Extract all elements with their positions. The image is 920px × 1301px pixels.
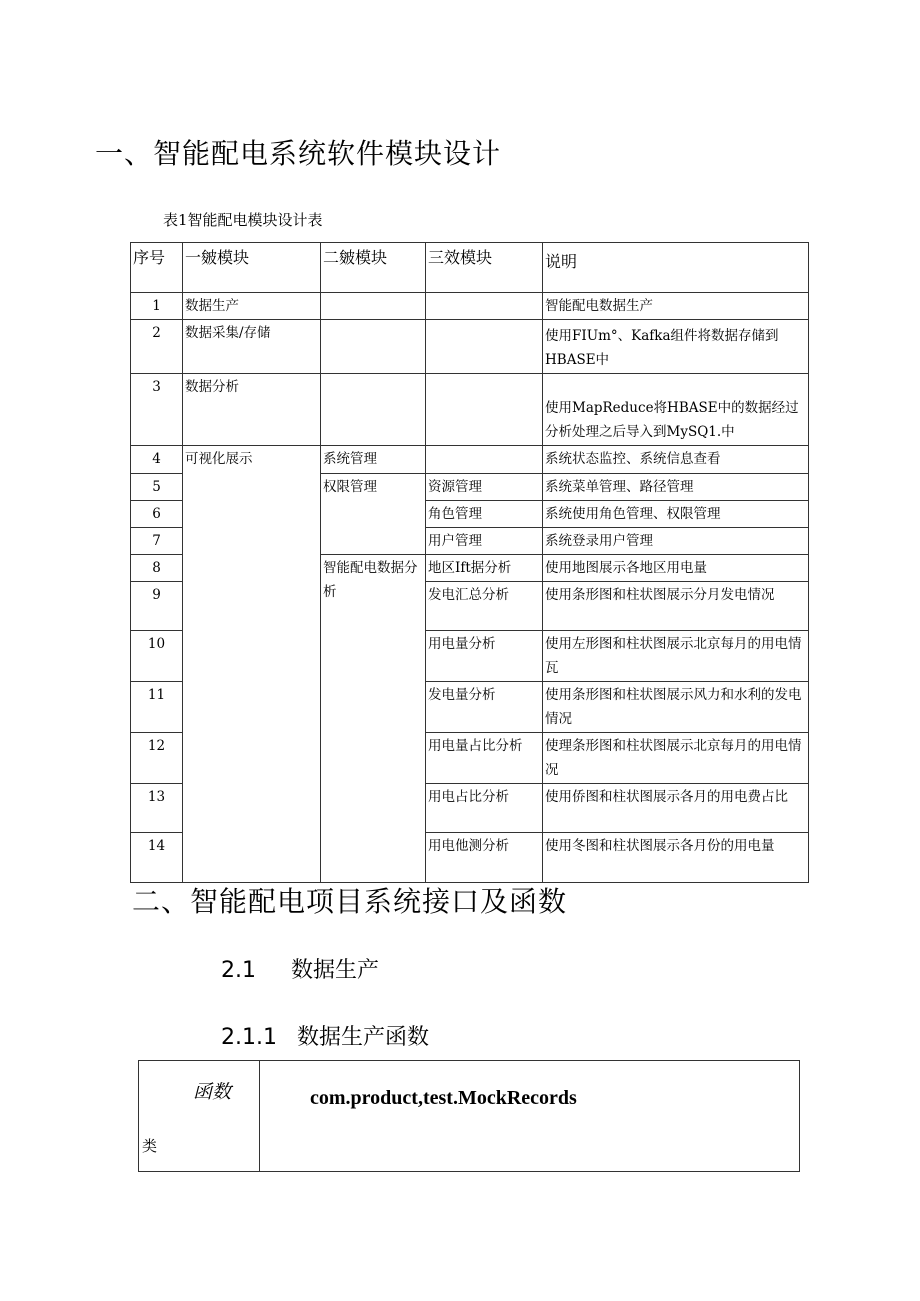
- subsection-title: 数据生产函数: [297, 1025, 430, 1050]
- header-level2: 二皴模块: [321, 243, 426, 293]
- row-level3: 发电量分析: [426, 682, 543, 733]
- row-level3: 地区Ift据分析: [426, 555, 543, 582]
- row-desc: 系统使用角色管理、权限管理: [543, 501, 809, 528]
- row-level2: [321, 293, 426, 320]
- row-desc: 系统菜单管理、路径管理: [543, 474, 809, 501]
- row-level2: [321, 320, 426, 374]
- row-desc: 使用FIUm°、Kafka组件将数据存储到HBASE中: [543, 320, 809, 374]
- row-level3: [426, 320, 543, 374]
- header-level3: 三效模块: [426, 243, 543, 293]
- subsection-number: 2.1: [221, 958, 256, 983]
- row-no: 4: [131, 446, 183, 474]
- row-no: 8: [131, 555, 183, 582]
- row-desc: 使用侨图和柱状图展示各月的用电费占比: [543, 784, 809, 833]
- row-level1: 可视化展示: [183, 446, 321, 883]
- row-level2: 智能配电数据分析: [321, 555, 426, 883]
- section1-title: 一、智能配电系统软件模块设计: [95, 137, 502, 170]
- row-desc: 使用MapReduce将HBASE中的数据经过分析处理之后导入到MySQ1.中: [543, 374, 809, 446]
- row-level2: 系统管理: [321, 446, 426, 474]
- row-desc: 使用冬图和柱状图展示各月份的用电量: [543, 833, 809, 883]
- row-level2: [321, 374, 426, 446]
- row-no: 7: [131, 528, 183, 555]
- row-desc: 使用条形图和柱状图展示分月发电情况: [543, 582, 809, 631]
- row-level3: [426, 293, 543, 320]
- section2-title: 二、智能配电项目系统接口及函数: [132, 885, 568, 918]
- table1-caption: 表1智能配电模块设计表: [163, 211, 323, 229]
- header-level1: 一皴模块: [183, 243, 321, 293]
- function-label: 函数: [193, 1081, 232, 1103]
- row-desc: 系统状态监控、系统信息查看: [543, 446, 809, 474]
- row-desc: 使用左形图和柱状图展示北京每月的用电情瓦: [543, 631, 809, 682]
- row-level3: 用电量占比分析: [426, 733, 543, 784]
- row-level3: 用户管理: [426, 528, 543, 555]
- row-level2: 权限管理: [321, 474, 426, 555]
- row-level1: 数据生产: [183, 293, 321, 320]
- function-value-cell: [260, 1061, 800, 1172]
- row-level3: 角色管理: [426, 501, 543, 528]
- table-row: [131, 446, 809, 474]
- function-label-suffix: 类: [142, 1137, 158, 1155]
- function-class-name: com.product,test.MockRecords: [310, 1087, 577, 1109]
- row-no: 10: [131, 631, 183, 682]
- header-desc: 说明: [543, 243, 809, 293]
- function-label-cell: [139, 1061, 260, 1172]
- row-no: 11: [131, 682, 183, 733]
- subsection-2-1: [221, 953, 379, 984]
- function-table: [138, 1060, 800, 1172]
- row-level1: 数据分析: [183, 374, 321, 446]
- row-no: 9: [131, 582, 183, 631]
- header-no: 序号: [131, 243, 183, 293]
- row-level3: 用电他测分析: [426, 833, 543, 883]
- table-row: [131, 320, 809, 374]
- row-desc: 使理条形图和柱状图展示北京每月的用电情况: [543, 733, 809, 784]
- row-level3: [426, 374, 543, 446]
- subsection-number: 2.1.1: [221, 1025, 277, 1050]
- subsection-title: 数据生产: [291, 958, 380, 983]
- table-row: [131, 293, 809, 320]
- row-no: 14: [131, 833, 183, 883]
- row-level1: 数据采集/存储: [183, 320, 321, 374]
- row-level3: 资源管理: [426, 474, 543, 501]
- row-level3: 用电量分析: [426, 631, 543, 682]
- row-no: 6: [131, 501, 183, 528]
- row-no: 5: [131, 474, 183, 501]
- row-desc: 使用条形图和柱状图展示风力和水利的发电情况: [543, 682, 809, 733]
- row-level3: 用电占比分析: [426, 784, 543, 833]
- module-design-table: [130, 242, 809, 883]
- row-no: 12: [131, 733, 183, 784]
- row-no: 3: [131, 374, 183, 446]
- row-level3: 发电汇总分析: [426, 582, 543, 631]
- row-no: 2: [131, 320, 183, 374]
- row-no: 13: [131, 784, 183, 833]
- row-desc: 使用地图展示各地区用电量: [543, 555, 809, 582]
- table-row: [131, 374, 809, 446]
- row-desc: 智能配电数据生产: [543, 293, 809, 320]
- table-header-row: [131, 243, 809, 293]
- row-desc: 系统登录用户管理: [543, 528, 809, 555]
- row-no: 1: [131, 293, 183, 320]
- subsection-2-1-1: [221, 1020, 429, 1051]
- row-level3: [426, 446, 543, 474]
